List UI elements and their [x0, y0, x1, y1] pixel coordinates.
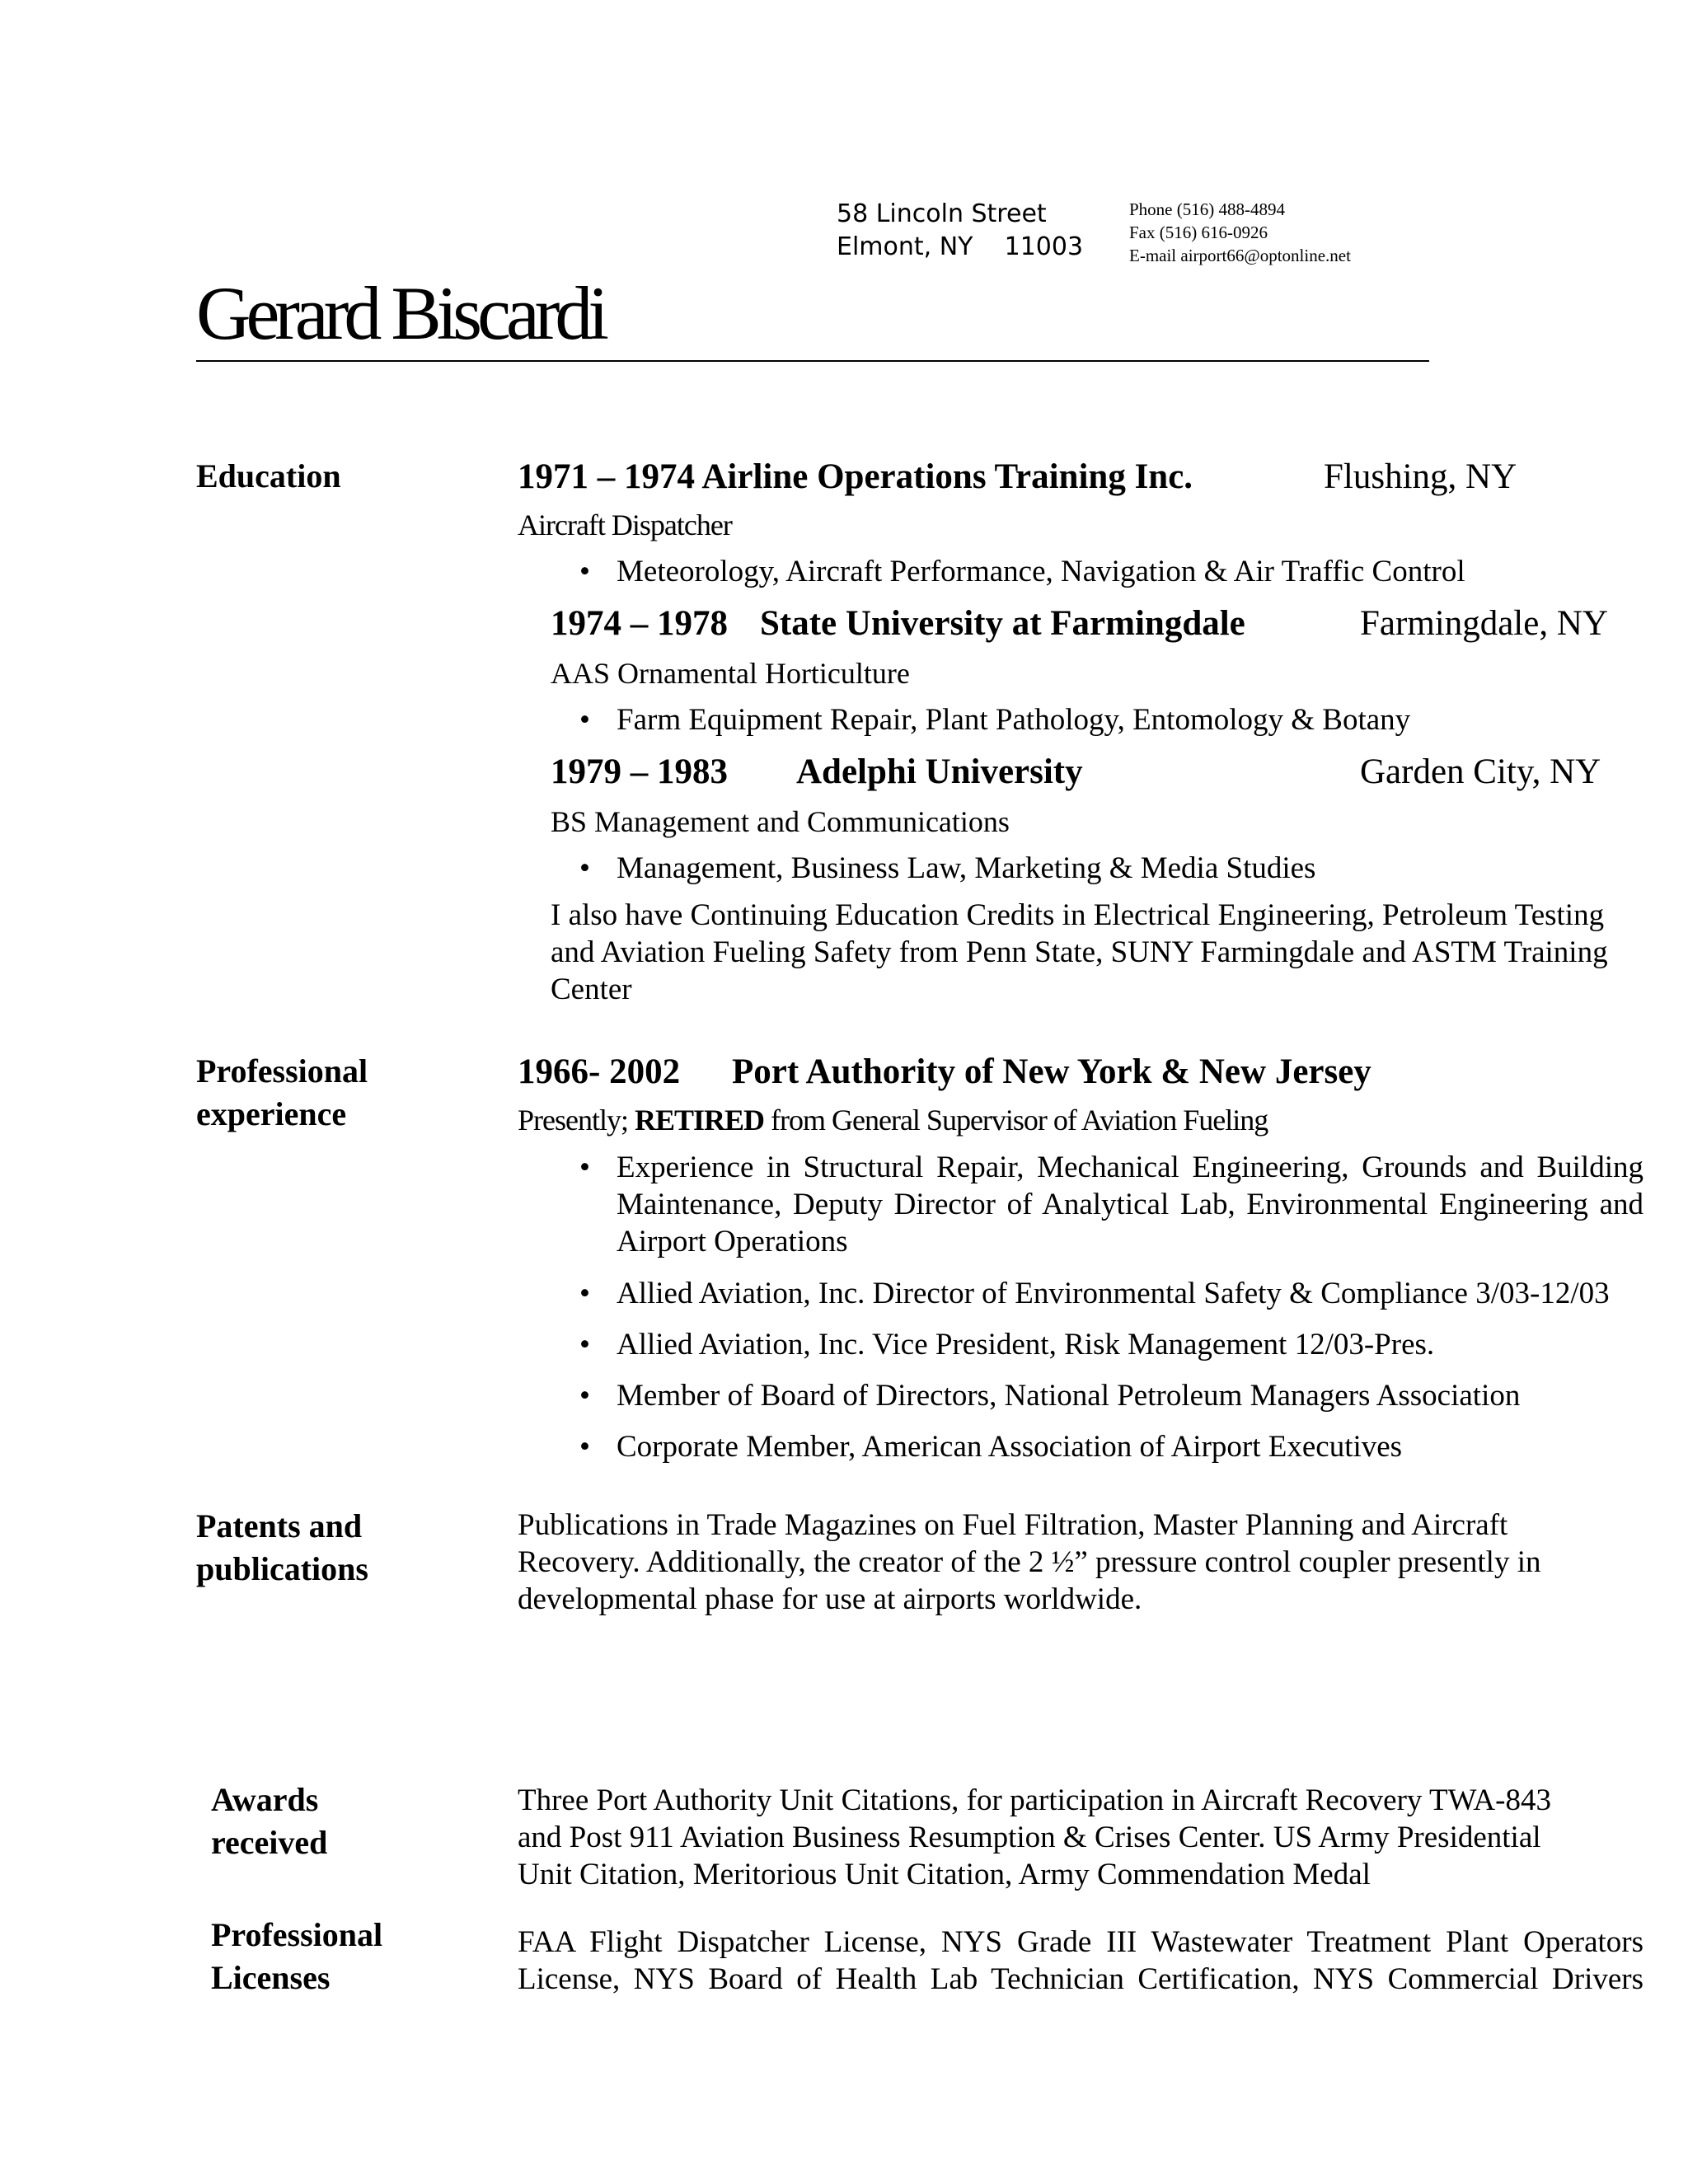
paragraph-line: and Aviation Fueling Safety from Penn State, SUNY Farmingdale and ASTM Training [551, 935, 1608, 969]
paragraph-line: FAA Flight Dispatcher License, NYS Grade III Wastewater Treatment Plant Operators [518, 1925, 1643, 1959]
bullet-icon: • [579, 1151, 590, 1184]
education-entry-years: 1974 – 1978 [551, 604, 728, 643]
bullet-text: Allied Aviation, Inc. Director of Environmental Safety & Compliance 3/03-12/03 [617, 1277, 1610, 1310]
bullet-text: Meteorology, Aircraft Performance, Navigation & Air Traffic Control [617, 555, 1465, 588]
experience-employer: Port Authority of New York & New Jersey [732, 1052, 1372, 1091]
bullet-text: Allied Aviation, Inc. Vice President, Risk Management 12/03-Pres. [617, 1328, 1435, 1361]
experience-bullet [579, 1327, 1435, 1362]
education-entry-degree: AAS Ornamental Horticulture [551, 657, 910, 690]
bullet-icon: • [579, 1277, 590, 1310]
awards-text [518, 1782, 1551, 1893]
label-line: Professional [196, 1052, 368, 1090]
fax-number: Fax (516) 616-0926 [1129, 223, 1268, 242]
label-line: publications [196, 1550, 368, 1587]
paragraph-line: I also have Continuing Education Credits in Electrical Engineering, Petroleum Testing [551, 898, 1605, 932]
paragraph-line: developmental phase for use at airports worldwide. [518, 1582, 1142, 1616]
address-city: Elmont, NY 11003 [837, 232, 1084, 261]
paragraph-line: Three Port Authority Unit Citations, for participation in Aircraft Recovery TWA-843 [518, 1783, 1551, 1817]
continuing-education-text [551, 897, 1608, 1008]
label-line: Professional [211, 1916, 383, 1953]
education-entry-bullet [579, 554, 1465, 589]
label-line: Awards [211, 1781, 319, 1818]
education-entry-school: State University at Farmingdale [760, 604, 1245, 643]
paragraph-line: Publications in Trade Magazines on Fuel Filtration, Master Planning and Aircraft [518, 1508, 1508, 1542]
education-entry-bullet [579, 851, 1316, 886]
address-block [837, 198, 1083, 264]
licenses-text [518, 1924, 1643, 1998]
education-entry-location: Garden City, NY [1360, 752, 1601, 791]
experience-status [518, 1103, 1268, 1137]
bullet-text: Member of Board of Directors, National Petroleum Managers Association [617, 1379, 1521, 1413]
paragraph-line: Center [551, 972, 632, 1006]
bullet-icon: • [579, 1328, 590, 1361]
experience-bullet [579, 1149, 1643, 1260]
contact-block [1129, 198, 1351, 267]
resume-name: Gerard Biscardi [196, 271, 604, 355]
bullet-line: Maintenance, Deputy Director of Analytical Lab, Environmental Engineering and [617, 1188, 1643, 1221]
status-suffix: from General Supervisor of Aviation Fueling [771, 1104, 1268, 1137]
bullet-icon: • [579, 555, 590, 588]
education-entry-years: 1979 – 1983 [551, 752, 728, 791]
paragraph-line: Recovery. Additionally, the creator of the 2 ½” pressure control coupler presently in [518, 1545, 1541, 1579]
education-entry-school: Adelphi University [796, 752, 1083, 791]
paragraph-line: Unit Citation, Meritorious Unit Citation, Army Commendation Medal [518, 1858, 1371, 1891]
address-street: 58 Lincoln Street [837, 199, 1047, 228]
experience-bullet [579, 1429, 1403, 1465]
experience-bullet [579, 1378, 1521, 1413]
experience-years: 1966- 2002 [518, 1052, 681, 1091]
status-retired: RETIRED [634, 1104, 765, 1137]
education-entry-location: Flushing, NY [1324, 457, 1517, 496]
label-line: Patents and [196, 1507, 363, 1544]
education-entry-bullet [579, 702, 1411, 738]
education-entry-location: Farmingdale, NY [1360, 604, 1608, 643]
education-entry-heading: 1971 – 1974 Airline Operations Training Inc. [518, 457, 1193, 496]
label-line: experience [196, 1095, 347, 1132]
bullet-text: Management, Business Law, Marketing & Media Studies [617, 851, 1316, 885]
label-line: received [211, 1824, 328, 1861]
bullet-line: Airport Operations [617, 1225, 848, 1258]
email-address: E-mail airport66@optonline.net [1129, 246, 1351, 265]
bullet-icon: • [579, 851, 590, 885]
paragraph-line: License, NYS Board of Health Lab Technician Certification, NYS Commercial Drivers [518, 1962, 1643, 1996]
phone-number: Phone (516) 488-4894 [1129, 199, 1285, 219]
bullet-icon: • [579, 1379, 590, 1413]
patents-label [196, 1505, 368, 1591]
bullet-text: Corporate Member, American Association of Airport Executives [617, 1430, 1403, 1464]
bullet-line: Experience in Structural Repair, Mechanical Engineering, Grounds and Building [617, 1151, 1643, 1184]
paragraph-line: and Post 911 Aviation Business Resumption & Crises Center. US Army Presidential [518, 1821, 1541, 1854]
education-entry-degree: BS Management and Communications [551, 805, 1010, 838]
awards-label [211, 1779, 327, 1864]
education-label: Education [196, 457, 341, 494]
status-prefix: Presently; [518, 1104, 628, 1137]
header-divider [196, 360, 1429, 362]
label-line: Licenses [211, 1959, 331, 1996]
experience-bullet [579, 1276, 1610, 1311]
experience-label [196, 1050, 368, 1136]
bullet-icon: • [579, 703, 590, 737]
licenses-label [211, 1914, 382, 1999]
bullet-text: Farm Equipment Repair, Plant Pathology, Entomology & Botany [617, 703, 1411, 737]
education-entry-degree: Aircraft Dispatcher [518, 509, 732, 541]
patents-text [518, 1507, 1541, 1618]
bullet-icon: • [579, 1430, 590, 1464]
